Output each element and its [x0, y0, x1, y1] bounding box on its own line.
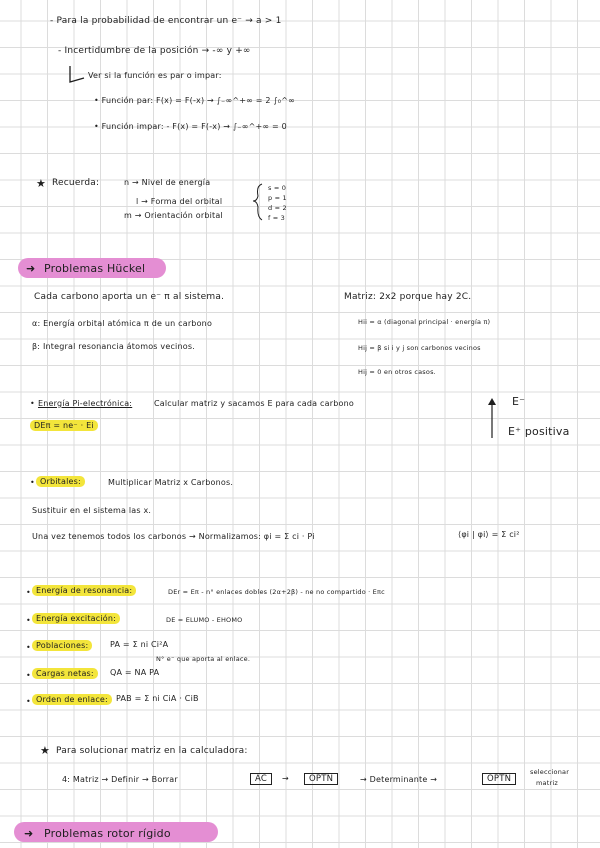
note-line-probability: - Para la probabilidad de encontrar un e⁻ → a > 1	[50, 16, 282, 26]
recuerda-n: n → Nivel de energía	[124, 178, 211, 187]
orden-formula: PAB = Σ ni CiA · CiB	[116, 694, 199, 703]
excitacion-formula: DE = ELUMO - EHOMO	[166, 616, 243, 624]
optn-key-2: OPTN	[482, 773, 516, 785]
energia-pi-label: Energía Pi-electrónica:	[38, 399, 133, 408]
rotor-title: Problemas rotor rígido	[44, 827, 171, 840]
seleccionar-note: seleccionar	[530, 768, 570, 776]
bullet-dot: •	[30, 399, 35, 408]
arrow-icon: →	[282, 774, 289, 783]
bullet-dot: •	[30, 478, 35, 487]
note-line-uncertainty: - Incertidumbre de la posición → -∞ y +∞	[58, 46, 251, 56]
resonancia-label: Energía de resonancia:	[32, 585, 136, 596]
calculadora-step: 4: Matriz → Definir → Borrar	[62, 775, 178, 784]
bullet-dot: •	[26, 643, 31, 652]
orbitales-label: Orbitales:	[36, 476, 85, 487]
calculadora-determinante: → Determinante →	[360, 775, 438, 784]
orbital-s: s = 0	[268, 184, 287, 192]
bullet-dot: •	[26, 671, 31, 680]
ac-key: AC	[250, 773, 272, 785]
huckel-alpha: α: Energía orbital atómica π de un carbono	[32, 319, 213, 328]
cargas-label: Cargas netas:	[32, 668, 98, 679]
optn-key: OPTN	[304, 773, 338, 785]
matriz-note: matriz	[536, 779, 558, 787]
note-line-even-odd: Ver si la función es par o impar:	[88, 71, 222, 80]
bullet-dot: •	[26, 697, 31, 706]
huckel-hii: Hii = α (diagonal principal · energía π)	[358, 318, 491, 326]
note-line-odd-function: • Función impar: - F(x) = F(-x) → ∫₋∞^+∞ = 0	[94, 122, 287, 131]
orbitales-sustituir: Sustituir en el sistema las x.	[32, 506, 152, 515]
orbital-f: f = 3	[268, 214, 286, 222]
cargas-note: N° e⁻ que aporta al enlace.	[156, 655, 251, 663]
huckel-matriz: Matriz: 2x2 porque hay 2C.	[344, 292, 472, 302]
bullet-dot: •	[26, 588, 31, 597]
rotor-arrow-icon: ➜	[24, 827, 34, 840]
poblaciones-formula: PA = Σ ni Ci²A	[110, 640, 169, 649]
huckel-arrow-icon: ➜	[26, 262, 36, 275]
orden-label: Orden de enlace:	[32, 694, 112, 705]
excitacion-label: Energía excitación:	[32, 613, 120, 624]
huckel-title: Problemas Hückel	[44, 262, 146, 275]
energia-pi-formula: DEπ = ne⁻ · Ei	[30, 420, 98, 431]
cargas-formula: QA = NA PA	[110, 668, 160, 677]
recuerda-title: Recuerda:	[52, 178, 100, 188]
orbitales-text: Multiplicar Matriz x Carbonos.	[108, 478, 234, 487]
huckel-beta: β: Integral resonancia átomos vecinos.	[32, 342, 195, 351]
star-icon: ★	[36, 177, 47, 190]
calculadora-title: Para solucionar matriz en la calculadora:	[56, 746, 248, 756]
recuerda-m: m → Orientación orbital	[124, 211, 223, 220]
orbital-d: d = 2	[268, 204, 287, 212]
hook-arrow-mark	[70, 66, 84, 82]
recuerda-l: l → Forma del orbital	[136, 197, 223, 206]
energy-axis-arrowhead	[488, 398, 496, 405]
energy-e-plus: E⁺ positiva	[508, 425, 570, 438]
resonancia-formula: DEr = Eπ - n° enlaces dobles (2α+2β) - ne no compartido · Eπc	[168, 588, 385, 596]
bullet-dot: •	[26, 616, 31, 625]
huckel-cada-carbono: Cada carbono aporta un e⁻ π al sistema.	[34, 292, 225, 302]
orbitales-producto: ⟨φi | φi⟩ = Σ ci²	[458, 530, 520, 539]
orbitales-normalizamos: Una vez tenemos todos los carbonos → Normalizamos: φi = Σ ci · Pi	[32, 532, 315, 541]
energia-pi-text: Calcular matriz y sacamos E para cada carbono	[154, 399, 354, 408]
orbital-p: p = 1	[268, 194, 287, 202]
poblaciones-label: Poblaciones:	[32, 640, 92, 651]
energy-e-minus: E⁻	[512, 395, 526, 408]
brace-mark	[253, 184, 262, 220]
huckel-hij-zero: Hij = 0 en otros casos.	[358, 368, 436, 376]
huckel-hij: Hij = β si i y j son carbonos vecinos	[358, 344, 481, 352]
star-icon: ★	[40, 744, 51, 757]
note-line-even-function: • Función par: F(x) = F(-x) → ∫₋∞^+∞ = 2 ∫₀^∞	[94, 96, 295, 105]
